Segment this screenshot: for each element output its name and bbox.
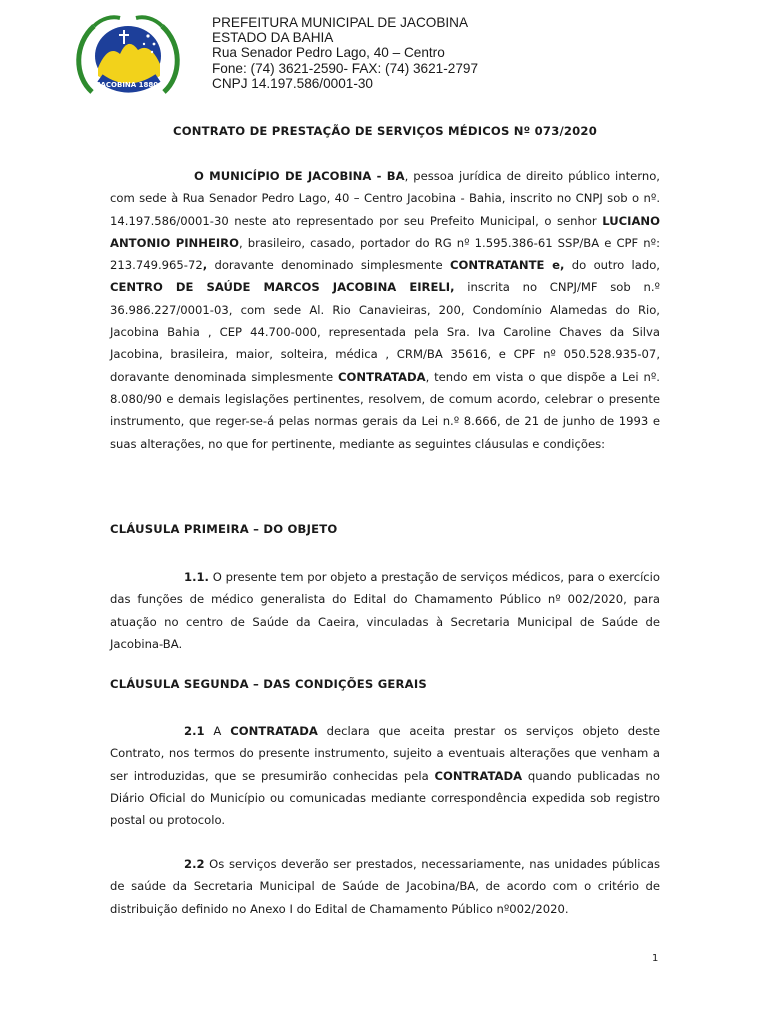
letterhead-line: Rua Senador Pedro Lago, 40 – Centro — [212, 45, 445, 61]
clause-paragraph: 2.1 A CONTRATADA declara que aceita prestar os serviços objeto deste Contrato, nos termos do presente instrumento, sujeito a eventuais alterações que venham a ser introduzidas, que se presumirão conhecidas pela CONTRATADA quando publicadas no Diário Oficial do Município ou comunicadas mediante correspondência expedida sob registro postal ou protocolo. — [110, 724, 660, 828]
letterhead-line: PREFEITURA MUNICIPAL DE JACOBINA — [212, 15, 469, 30]
bold-text: CONTRATADA — [230, 724, 318, 738]
letterhead-line: CNPJ 14.197.586/0001-30 — [212, 75, 373, 91]
bold-text: CONTRATADA — [338, 369, 426, 384]
letterhead — [212, 15, 478, 91]
municipal-coat-of-arms — [72, 14, 184, 98]
bold-text: , — [202, 258, 208, 273]
bold-text: CONTRATADA — [434, 768, 523, 783]
clause-heading: CLÁUSULA SEGUNDA – DAS CONDIÇÕES GERAIS — [110, 677, 427, 691]
letterhead-line: ESTADO DA BAHIA — [212, 30, 334, 46]
item-number: 1.1. — [184, 570, 209, 584]
clause-heading: CLÁUSULA PRIMEIRA – DO OBJETO — [110, 522, 338, 536]
clause-paragraph: 1.1. O presente tem por objeto a prestação de serviços médicos, para o exercício das funções de médico generalista do Edital do Chamamento Público nº 002/2020, para atuação no centro de Saúde da Caeira, vinculadas à Secretaria Municipal de Saúde de Jacobina-BA. — [110, 570, 660, 651]
bold-text: LUCIANO ANTONIO PINHEIRO — [110, 213, 660, 250]
preamble-paragraph: O MUNICÍPIO DE JACOBINA - BA, pessoa jurídica de direito público interno, com sede à Rua Senador Pedro Lago, 40 – Centro Jacobina - Bahia, inscrito no CNPJ sob o nº. 14.197.586/0001-30 neste ato representado por seu Prefeito Municipal, o senhor LUCIANO ANTONIO PINHEIRO, brasileiro, casado, portador do RG nº 1.595.386-61 SSP/BA e CPF nº: 213.749.965-72, doravante denominado simplesmente CONTRATANTE e, do outro lado, CENTRO DE SAÚDE MARCOS JACOBINA EIRELI, inscrita no CNPJ/MF sob n.º 36.986.227/0001-03, com sede Al. Rio Canavieiras, 200, Condomínio Alamedas do Rio, Jacobina Bahia , CEP 44.700-000, representada pela Sra. Iva Caroline Chaves da Silva Jacobina, brasileira, maior, solteira, médica , CRM/BA 35616, e CPF nº 050.528.935-07, doravante denominada simplesmente CONTRATADA, tendo em vista o que dispõe a Lei nº. 8.080/90 e demais legislações pertinentes, resolvem, de comum acordo, celebrar o presente instrumento, que reger-se-á pelas normas gerais da Lei n.º 8.666, de 21 de junho de 1993 e suas alterações, no que for pertinente, mediante as seguintes cláusulas e condições: — [110, 169, 660, 451]
bold-text: O MUNICÍPIO DE JACOBINA - BA — [194, 169, 405, 183]
bold-text: CENTRO DE SAÚDE MARCOS JACOBINA EIRELI, — [110, 280, 455, 295]
item-number: 2.1 — [184, 724, 205, 738]
logo-banner-text: JACOBINA 1880 — [97, 81, 159, 89]
clause-paragraph: 2.2 Os serviços deverão ser prestados, necessariamente, nas unidades públicas de saúde da Secretaria Municipal de Saúde de Jacobina/BA, de acordo com o critério de distribuição definido no Anexo I do Edital de Chamamento Público nº002/2020. — [110, 857, 660, 916]
page-number: 1 — [652, 953, 659, 964]
document-title: CONTRATO DE PRESTAÇÃO DE SERVIÇOS MÉDICOS Nº 073/2020 — [173, 124, 597, 138]
letterhead-line: Fone: (74) 3621-2590- FAX: (74) 3621-2797 — [212, 60, 479, 76]
item-number: 2.2 — [184, 857, 205, 871]
bold-text: CONTRATANTE e, — [449, 258, 565, 273]
